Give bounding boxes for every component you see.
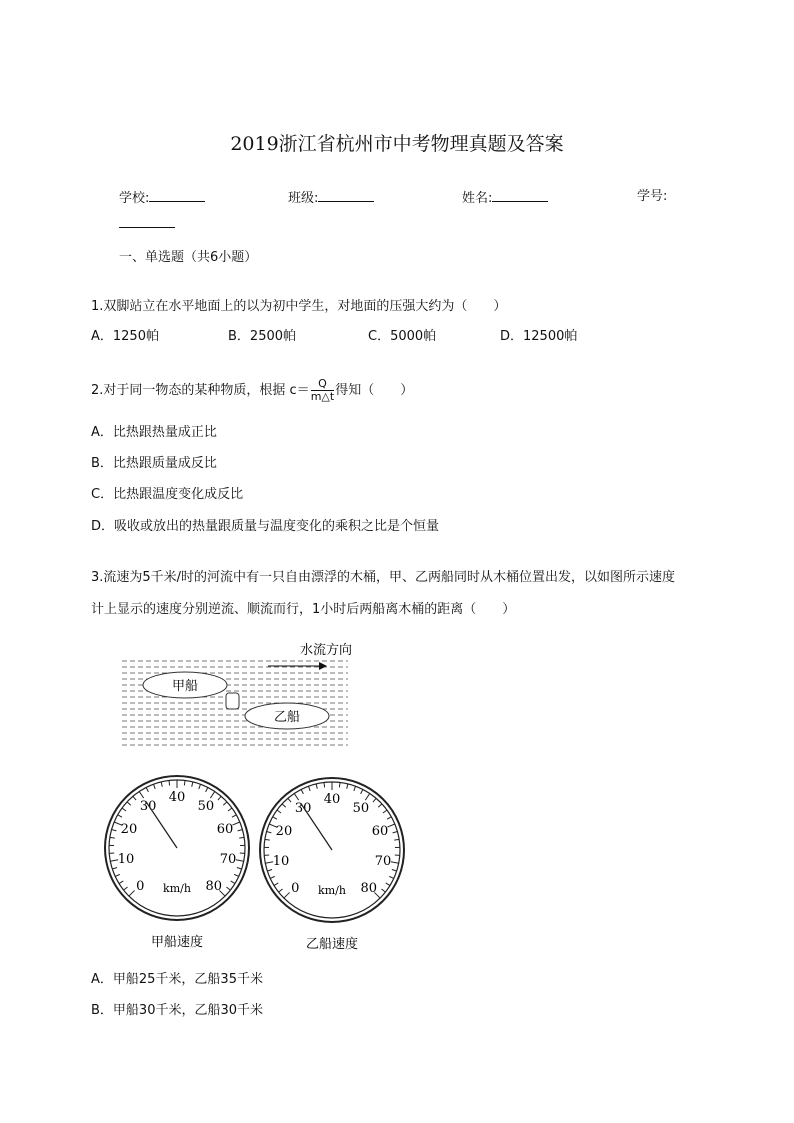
gauge-tick-label: 30: [139, 798, 157, 814]
flow-direction-label: 水流方向: [300, 643, 353, 658]
name-field: [462, 189, 548, 207]
fraction-denominator: m△t: [310, 390, 335, 403]
q2-stem-pre: 2.对于同一物态的某种物质，根据 c＝: [91, 383, 310, 398]
caption-b: 乙船速度: [305, 937, 359, 952]
gauge-tick-label: 30: [294, 800, 312, 816]
caption-a: 甲船速度: [150, 935, 204, 950]
q2-stem-post: 得知（ ）: [335, 383, 414, 398]
gauge-tick: [324, 782, 325, 787]
q1-option: C．5000帕: [368, 329, 437, 344]
school-label: 学校:: [119, 191, 150, 206]
q3-figure: [90, 640, 410, 960]
q2-option: D．吸收或放出的热量跟质量与温度变化的乘积之比是个恒量: [91, 519, 440, 534]
gauge-tick: [339, 782, 340, 787]
gauge-tick-label: 0: [136, 878, 145, 894]
gauge-tick-label: 70: [374, 854, 392, 870]
q3-option: B．甲船30千米，乙船30千米: [91, 1003, 264, 1018]
q2-option: C．比热跟温度变化成反比: [91, 487, 244, 502]
gauge-tick-label: 20: [120, 822, 138, 838]
boat-b-label: 乙船: [273, 710, 301, 725]
q1-option: D．12500帕: [500, 329, 578, 344]
gauge-tick-label: 0: [291, 880, 300, 896]
gauge-tick-label: 50: [197, 798, 215, 814]
school-field: [119, 189, 205, 207]
barrel: [226, 693, 239, 709]
q2-option: B．比热跟质量成反比: [91, 456, 217, 471]
speedometer-a: [105, 776, 249, 920]
q3-stem-line1: 3.流速为5千米/时的河流中有一只自由漂浮的木桶，甲、乙两船同时从木桶位置出发，以如图所示速度: [91, 570, 676, 585]
gauge-tick-label: 10: [117, 852, 135, 868]
q1-stem: 1.双脚站立在水平地面上的以为初中学生，对地面的压强大约为（ ）: [91, 299, 507, 314]
q2-option: A．比热跟热量成正比: [91, 425, 217, 440]
q3-stem-line2: 计上显示的速度分别逆流、顺流而行，1小时后两船离木桶的距离（ ）: [91, 602, 516, 617]
q1-option: A．1250帕: [91, 329, 159, 344]
gauge-tick-label: 80: [360, 880, 378, 896]
number-blank: [119, 215, 175, 233]
gauge-tick-label: 10: [272, 854, 290, 870]
page-title: 2019浙江省杭州市中考物理真题及答案: [230, 133, 564, 155]
gauge-tick-label: 70: [219, 852, 237, 868]
class-label: 班级:: [288, 191, 319, 206]
class-field: [288, 189, 374, 207]
boat-a-label: 甲船: [171, 679, 199, 694]
gauge-tick: [184, 780, 185, 785]
gauge-unit: km/h: [318, 884, 346, 897]
section-heading: 一、单选题（共6小题）: [119, 250, 258, 265]
number-label: 学号:: [637, 189, 668, 204]
gauge-tick-label: 60: [371, 824, 389, 840]
formula-fraction: [311, 378, 335, 403]
gauge-tick-label: 40: [323, 792, 341, 807]
gauge-tick-label: 50: [352, 800, 370, 816]
q2-stem: [91, 376, 413, 406]
fraction-numerator: Q: [311, 378, 335, 391]
gauge-unit: km/h: [163, 882, 191, 895]
name-label: 姓名:: [462, 191, 493, 206]
gauge-tick-label: 20: [275, 824, 293, 840]
gauge-tick-label: 40: [168, 790, 186, 805]
gauge-tick-label: 60: [216, 822, 234, 838]
speedometer-b: [260, 778, 404, 922]
q3-option: A．甲船25千米，乙船35千米: [91, 972, 263, 987]
q1-option: B．2500帕: [228, 329, 297, 344]
gauge-tick-label: 80: [205, 878, 223, 894]
gauge-tick: [169, 780, 170, 785]
